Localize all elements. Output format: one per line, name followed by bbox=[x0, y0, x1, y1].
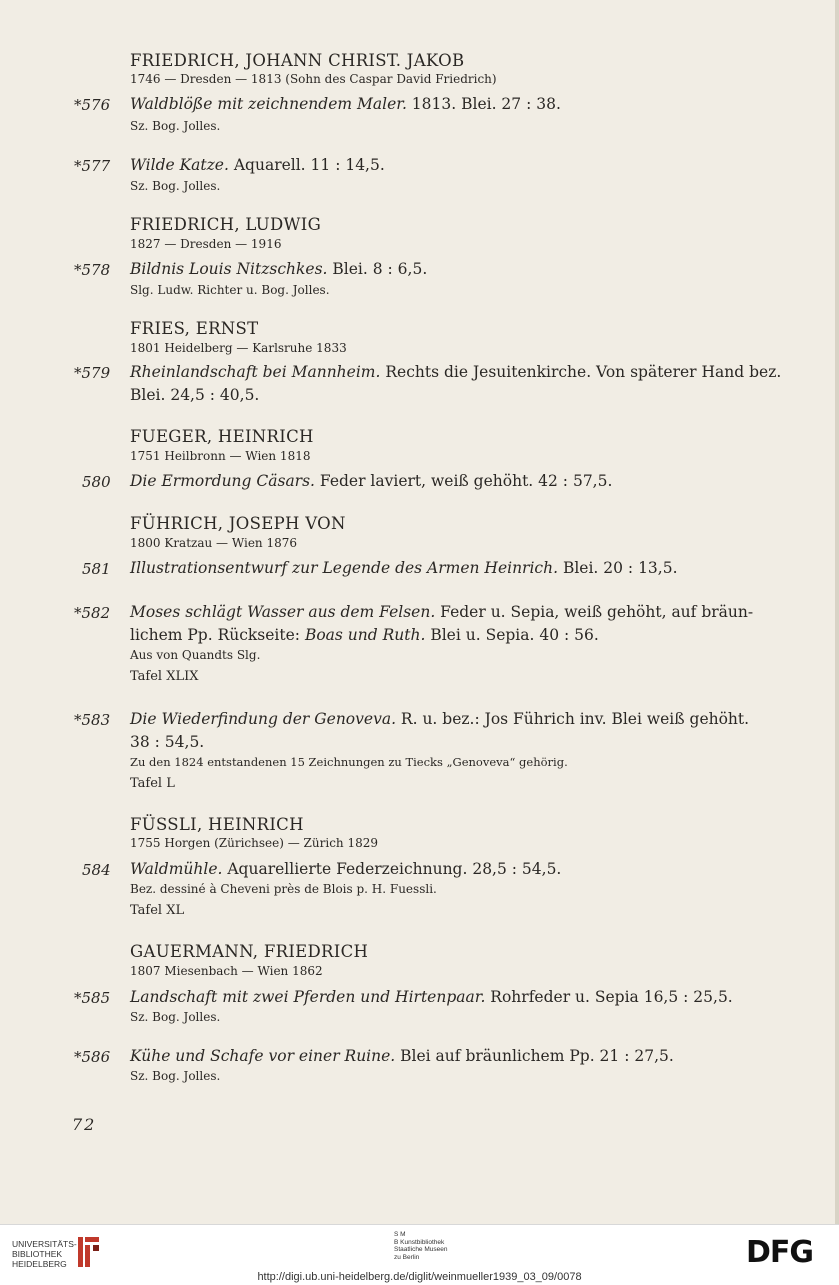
artist-life: 1751 Heilbronn — Wien 1818 bbox=[130, 449, 311, 463]
entry-note: Zu den 1824 entstandenen 15 Zeichnungen zu Tiecks „Genoveva“ gehörig. bbox=[130, 755, 568, 769]
entry-description: Feder u. Sepia, weiß gehöht, auf bräun- bbox=[435, 603, 754, 621]
entry-title: Moses schlägt Wasser aus dem Felsen. bbox=[130, 603, 436, 621]
artist-name: FRIES, ERNST bbox=[130, 319, 259, 338]
entry-title: Illustrationsentwurf zur Legende des Armen Heinrich. bbox=[130, 559, 559, 577]
entry-continuation: 38 : 54,5. bbox=[130, 733, 205, 751]
artist-name: FÜSSLI, HEINRICH bbox=[130, 815, 304, 834]
entry-text bbox=[130, 988, 733, 1006]
entry-description: Feder laviert, weiß gehöht. 42 : 57,5. bbox=[314, 472, 613, 490]
university-line: BIBLIOTHEK bbox=[12, 1249, 63, 1259]
dfg-logo[interactable]: DFG bbox=[746, 1235, 814, 1270]
entry-continuation bbox=[130, 626, 599, 644]
entry-continuation: Blei. 24,5 : 40,5. bbox=[130, 386, 260, 404]
entry-description: R. u. bez.: Jos Führich inv. Blei weiß gehöht. bbox=[396, 710, 750, 728]
entry-title: Die Wiederfindung der Genoveva. bbox=[130, 710, 396, 728]
page-number: 72 bbox=[72, 1115, 97, 1134]
continuation-text: Blei u. Sepia. 40 : 56. bbox=[425, 626, 599, 644]
entry-number: *585 bbox=[74, 989, 111, 1007]
entry-number: *579 bbox=[74, 364, 111, 382]
entry-description: Blei. 20 : 13,5. bbox=[558, 559, 678, 577]
continuation-text: lichem Pp. Rückseite: bbox=[130, 626, 305, 644]
artist-life: 1801 Heidelberg — Karlsruhe 1833 bbox=[130, 341, 347, 355]
entry-text bbox=[130, 260, 427, 278]
university-line: UNIVERSITÄTS- bbox=[12, 1239, 77, 1249]
entry-description: Aquarellierte Federzeichnung. 28,5 : 54,5. bbox=[222, 860, 562, 878]
entry-title: Die Ermordung Cäsars. bbox=[130, 472, 315, 490]
artist-name: FRIEDRICH, JOHANN CHRIST. JAKOB bbox=[130, 51, 465, 70]
entry-text bbox=[130, 156, 385, 174]
university-line: HEIDELBERG bbox=[12, 1259, 67, 1269]
logo-line: S M bbox=[394, 1231, 406, 1238]
entry-text bbox=[130, 1047, 674, 1065]
entry-description: Blei. 8 : 6,5. bbox=[327, 260, 428, 278]
entry-text bbox=[130, 710, 749, 728]
logo-line: zu Berlin bbox=[394, 1253, 420, 1261]
entry-description: Rohrfeder u. Sepia 16,5 : 25,5. bbox=[485, 988, 733, 1006]
entry-title: Rheinlandschaft bei Mannheim. bbox=[130, 363, 381, 381]
entry-number: *576 bbox=[74, 96, 111, 114]
artist-life: 1807 Miesenbach — Wien 1862 bbox=[130, 964, 323, 978]
entry-number: *586 bbox=[74, 1048, 111, 1066]
entry-note: Slg. Ludw. Richter u. Bog. Jolles. bbox=[130, 283, 330, 297]
entry-text bbox=[130, 472, 612, 490]
viewer-footer bbox=[0, 1224, 839, 1285]
university-library-name[interactable] bbox=[12, 1239, 77, 1269]
artist-name: FRIEDRICH, LUDWIG bbox=[130, 215, 322, 234]
entry-text bbox=[130, 559, 678, 577]
staatliche-museen-logo[interactable] bbox=[394, 1231, 447, 1261]
artist-life: 1800 Kratzau — Wien 1876 bbox=[130, 536, 298, 550]
entry-description: Aquarell. 11 : 14,5. bbox=[228, 156, 385, 174]
artist-life: 1755 Horgen (Zürichsee) — Zürich 1829 bbox=[130, 836, 378, 850]
university-seal-icon[interactable] bbox=[76, 1235, 102, 1273]
entry-title: Waldmühle. bbox=[130, 860, 223, 878]
plate-reference: Tafel XLIX bbox=[130, 669, 199, 684]
entry-text bbox=[130, 363, 781, 381]
entry-title: Kühe und Schafe vor einer Ruine. bbox=[130, 1047, 396, 1065]
entry-number: 584 bbox=[82, 861, 111, 879]
entry-number: *578 bbox=[74, 261, 111, 279]
logo-line: Staatliche Museen bbox=[394, 1246, 448, 1253]
artist-name: FUEGER, HEINRICH bbox=[130, 427, 314, 446]
entry-note: Sz. Bog. Jolles. bbox=[130, 119, 221, 133]
entry-note: Sz. Bog. Jolles. bbox=[130, 179, 221, 193]
artist-life: 1746 — Dresden — 1813 (Sohn des Caspar David Friedrich) bbox=[130, 72, 497, 86]
entry-description: 1813. Blei. 27 : 38. bbox=[406, 95, 561, 113]
entry-description: Rechts die Jesuitenkirche. Von späterer Hand bez. bbox=[380, 363, 782, 381]
page-edge bbox=[835, 0, 839, 1224]
page-url-link[interactable]: http://digi.ub.uni-heidelberg.de/diglit/weinmueller1939_03_09/0078 bbox=[257, 1271, 582, 1283]
entry-number: 580 bbox=[82, 473, 111, 491]
entry-text bbox=[130, 860, 561, 878]
plate-reference: Tafel L bbox=[130, 776, 175, 791]
entry-note: Sz. Bog. Jolles. bbox=[130, 1069, 221, 1083]
entry-text bbox=[130, 603, 753, 621]
plate-reference: Tafel XL bbox=[130, 903, 185, 918]
entry-note: Bez. dessiné à Cheveni près de Blois p. H. Fuessli. bbox=[130, 882, 437, 896]
artist-name: GAUERMANN, FRIEDRICH bbox=[130, 942, 369, 961]
artist-name: FÜHRICH, JOSEPH VON bbox=[130, 514, 346, 533]
entry-number: *583 bbox=[74, 711, 111, 729]
entry-title: Wilde Katze. bbox=[130, 156, 229, 174]
entry-title: Bildnis Louis Nitzschkes. bbox=[130, 260, 328, 278]
entry-number: *582 bbox=[74, 604, 111, 622]
entry-title: Waldblöße mit zeichnendem Maler. bbox=[130, 95, 407, 113]
logo-line: B Kunstbibliothek bbox=[394, 1238, 445, 1246]
entry-note: Sz. Bog. Jolles. bbox=[130, 1010, 221, 1024]
entry-title: Landschaft mit zwei Pferden und Hirtenpaar. bbox=[130, 988, 486, 1006]
entry-number: 581 bbox=[82, 560, 111, 578]
entry-note: Aus von Quandts Slg. bbox=[130, 648, 261, 662]
entry-description: Blei auf bräunlichem Pp. 21 : 27,5. bbox=[395, 1047, 674, 1065]
entry-number: *577 bbox=[74, 157, 111, 175]
artist-life: 1827 — Dresden — 1916 bbox=[130, 237, 282, 251]
verso-title: Boas und Ruth. bbox=[304, 626, 426, 644]
entry-text bbox=[130, 95, 561, 113]
